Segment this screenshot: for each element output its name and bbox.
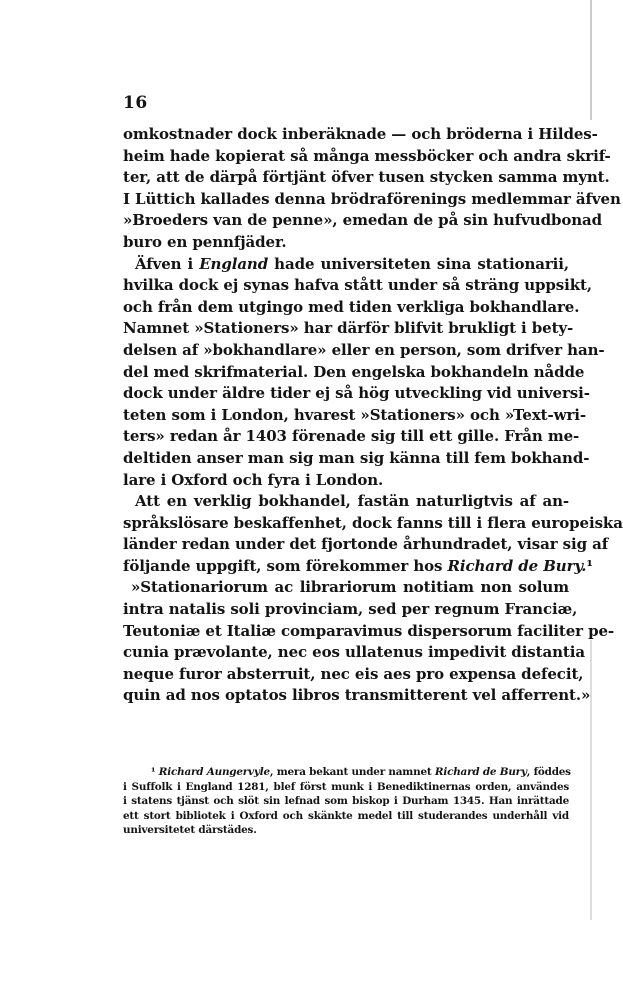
text-line: buro en pennfjäder. <box>123 232 287 251</box>
footnote <box>123 765 569 838</box>
text-line: dock under äldre tider ej så hög utveckling vid universi- <box>123 384 590 403</box>
text-line-quote-start: »Stationariorum ac librariorum notitiam non solum <box>131 578 569 597</box>
text-line: teten som i London, hvarest »Stationers» och »Text-wri- <box>123 405 586 424</box>
text-line: Namnet »Stationers» har därför blifvit brukligt i bety- <box>123 319 574 338</box>
text-line: länder redan under det fjortonde århundradet, visar sig af <box>123 535 609 554</box>
footnote-line: ¹ Richard Aungervyle, mera bekant under namnet Richard de Bury, föddes <box>151 766 571 778</box>
text-line: ters» redan år 1403 förenade sig till ett gille. Från me- <box>123 427 580 446</box>
footnote-line: i statens tjänst och slöt sin lefnad som biskop i Durham 1345. Han inrättade <box>123 795 569 808</box>
text-line: omkostnader dock inberäknade — och bröderna i Hildes- <box>123 125 598 143</box>
text-line: deltiden anser man sig man sig känna till fem bokhand- <box>123 448 590 467</box>
text-line-paragraph-start: Äfven i England hade universiteten sina stationarii, <box>135 254 569 273</box>
footnote-line: ett stort bibliotek i Oxford och skänkte medel till studerandes underhåll vid <box>123 809 569 822</box>
footnote-line: universitetet därstädes. <box>123 824 257 837</box>
text-line: delsen af »bokhandlare» eller en person, som drifver han- <box>123 340 605 359</box>
text-line: hvilka dock ej synas hafva stått under så sträng uppsikt, <box>123 276 592 295</box>
text-line: språkslösare beskaffenhet, dock fanns till i flera europeiska <box>123 513 623 532</box>
text-line: heim hade kopierat så många messböcker och andra skrif- <box>123 146 611 165</box>
page-number: 16 <box>123 93 148 113</box>
scan-edge-mark <box>590 0 592 120</box>
text-line: följande uppgift, som förekommer hos Richard de Bury.¹ <box>123 556 593 575</box>
text-line: ter, att de därpå förtjänt öfver tusen stycken samma mynt. <box>123 168 610 187</box>
emphasis: England <box>199 254 269 273</box>
text-line: del med skrifmaterial. Den engelska bokhandeln nådde <box>123 362 585 381</box>
text-line: lare i Oxford och fyra i London. <box>123 470 384 489</box>
text-line-paragraph-start: Att en verklig bokhandel, fastän naturligtvis af an- <box>135 492 569 511</box>
text-line: Teutoniæ et Italiæ comparavimus dispersorum faciliter pe- <box>123 621 615 640</box>
main-text <box>123 124 623 707</box>
text-line: I Lüttich kallades denna brödraförenings medlemmar äfven <box>123 189 621 208</box>
emphasis: Richard de Bury. <box>447 556 587 575</box>
text-line: quin ad nos optatos libros transmitterent vel afferrent.» <box>123 686 591 705</box>
emphasis: Richard de Bury <box>434 766 527 778</box>
text-line: intra natalis soli provinciam, sed per regnum Franciæ, <box>123 600 578 619</box>
text-line: och från dem utgingo med tiden verkliga bokhandlare. <box>123 297 580 316</box>
scan-edge-mark <box>590 640 592 920</box>
footnote-line: i Suffolk i England 1281, blef först munk i Benediktinernas orden, användes <box>123 780 569 793</box>
text-line: »Broeders van de penne», emedan de på sin hufvudbonad <box>123 211 603 230</box>
text-line: neque furor absterruit, nec eis aes pro expensa defecit, <box>123 664 584 683</box>
emphasis: Richard Aungervyle <box>158 766 270 778</box>
text-line: cunia prævolante, nec eos ullatenus impedivit distantia <box>123 643 585 662</box>
